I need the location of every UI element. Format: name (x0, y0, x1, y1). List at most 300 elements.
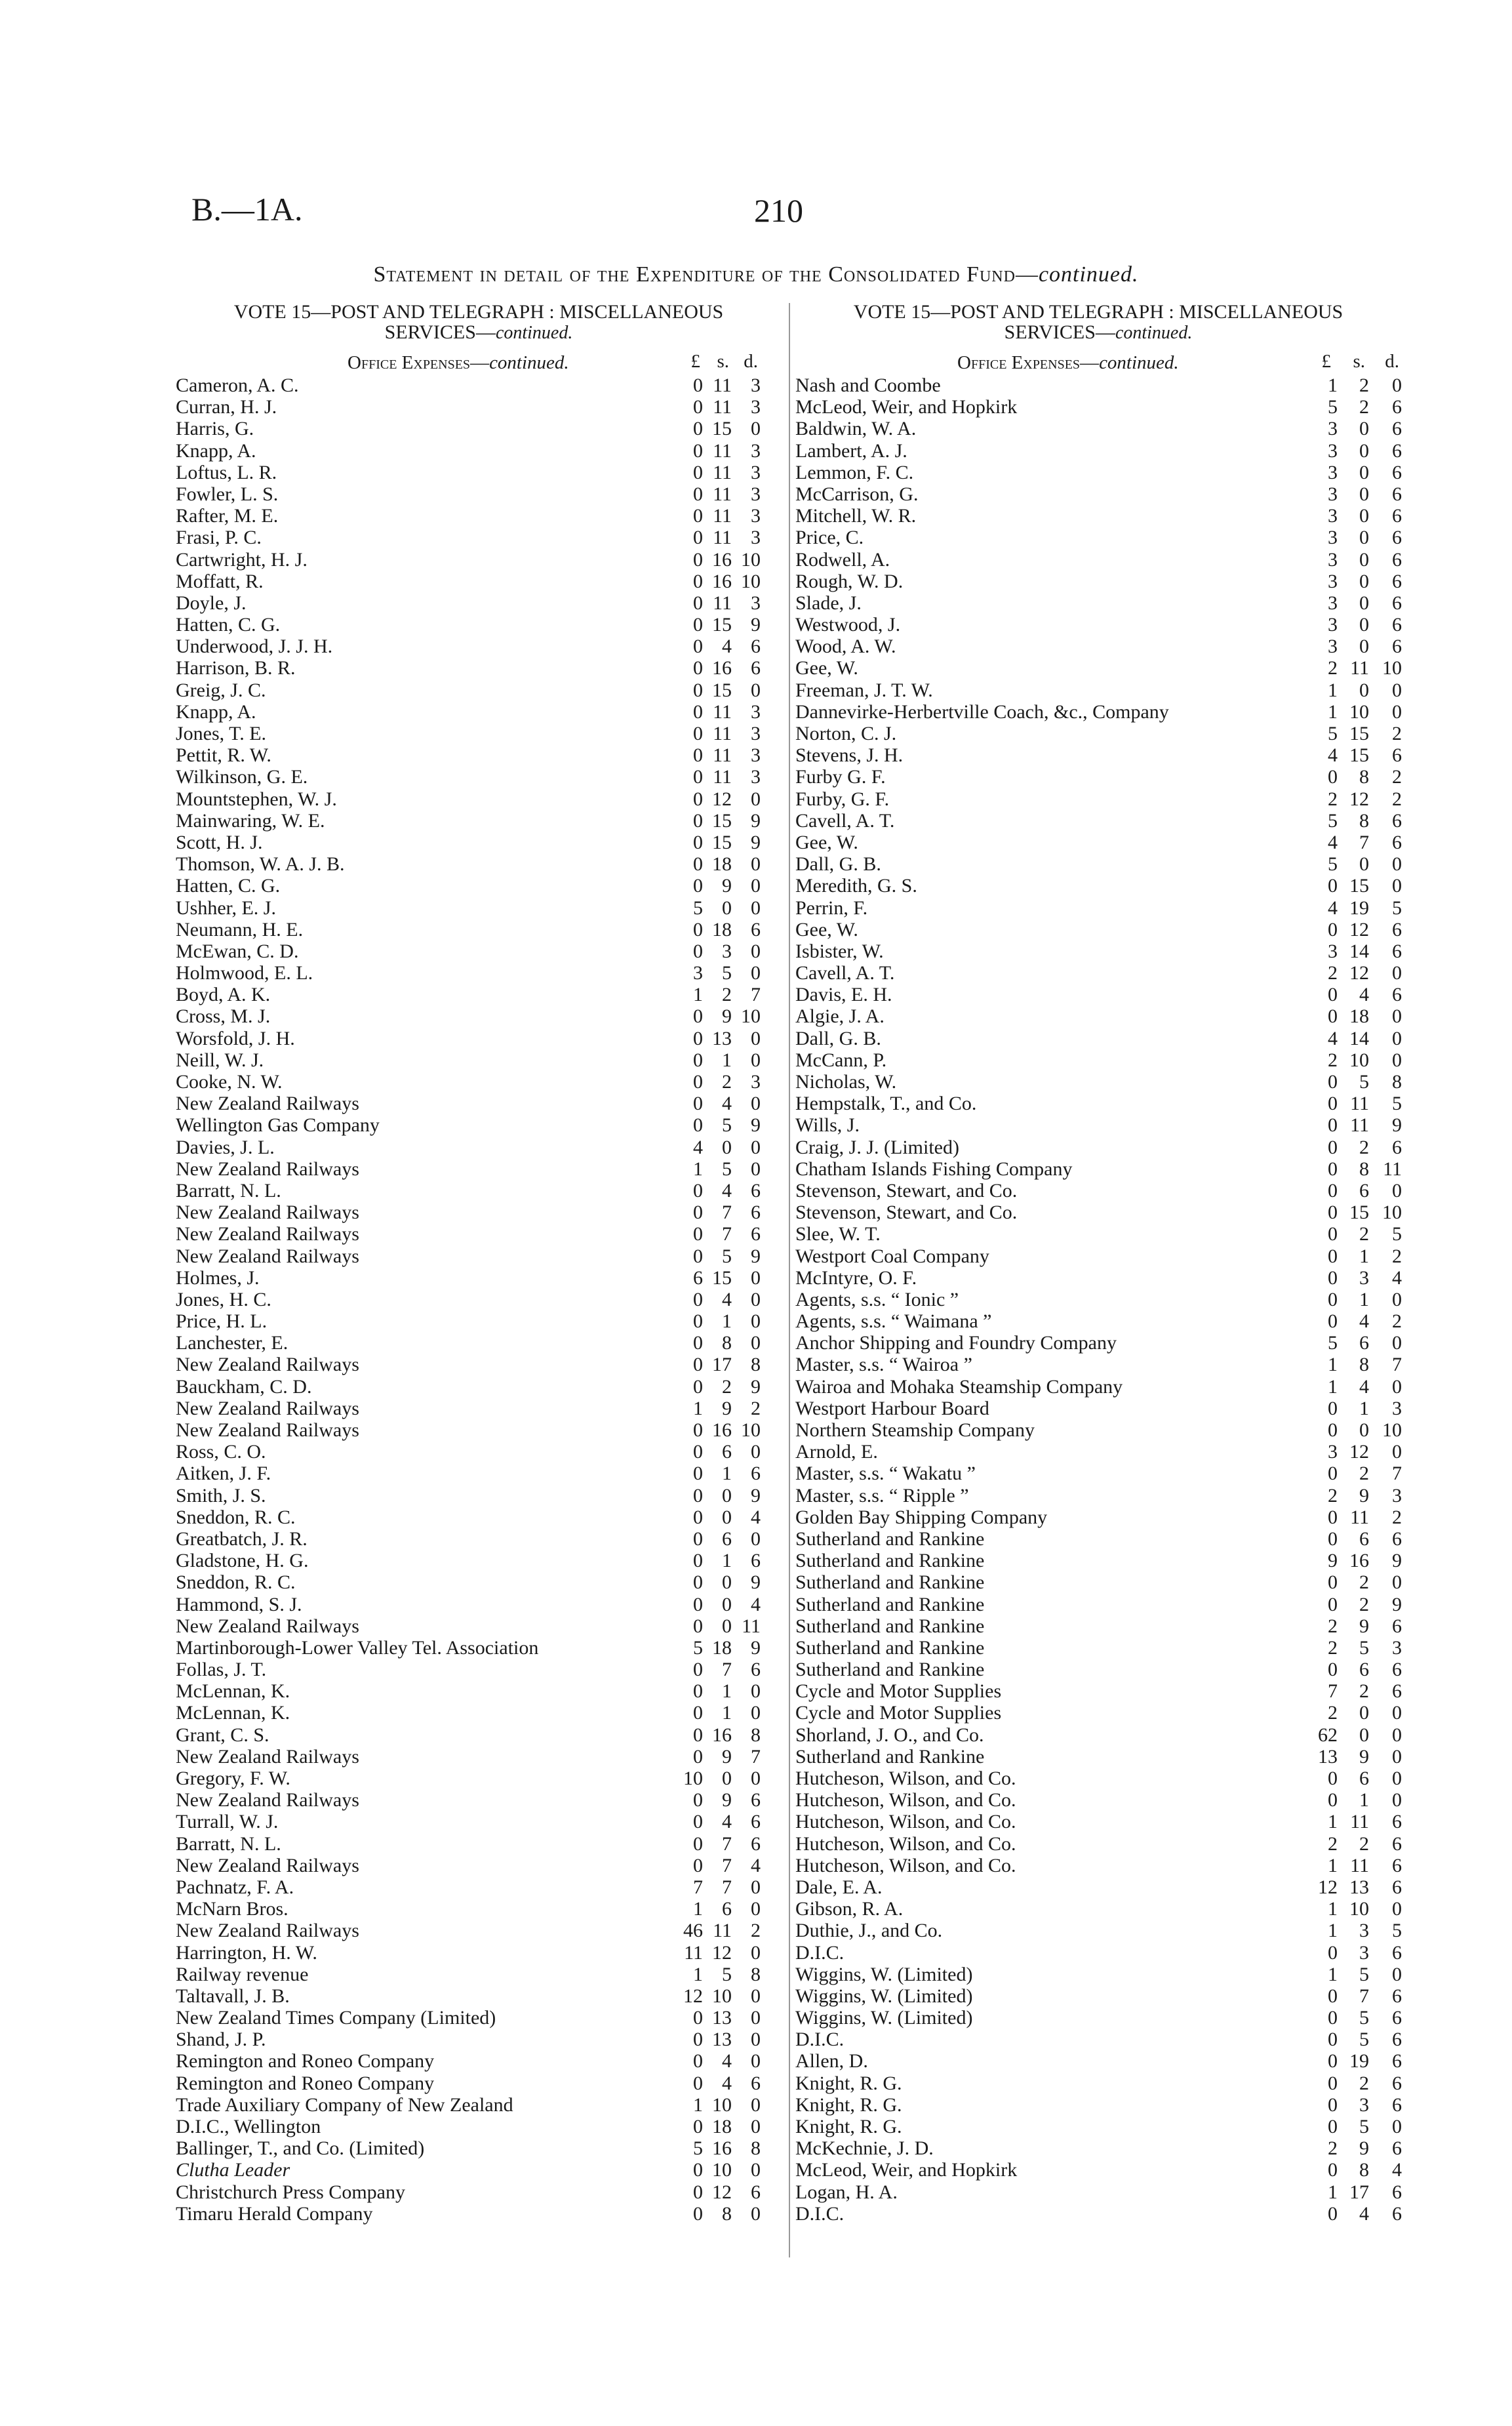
amount-pounds: 1 (1328, 1354, 1338, 1376)
amount-pence: 6 (1392, 1680, 1402, 1703)
amount-shillings: 14 (1349, 940, 1369, 962)
amount-pounds: 0 (693, 505, 703, 527)
expense-row (780, 1811, 1416, 1832)
amount-pounds: 0 (693, 527, 703, 549)
expense-row (780, 571, 1416, 592)
expense-row (780, 1245, 1416, 1267)
expense-row (780, 2094, 1416, 2116)
amount-shillings: 2 (722, 984, 732, 1006)
amount-pence: 8 (751, 1724, 761, 1746)
amount-pence: 7 (751, 1745, 761, 1768)
amount-pounds: 3 (1328, 1441, 1338, 1463)
left-vote-sub-continued: continued. (495, 323, 573, 343)
amount-pounds: 0 (1328, 1419, 1338, 1441)
amount-pounds: 0 (1328, 1288, 1338, 1310)
amount-shillings: 16 (712, 1419, 732, 1441)
amount-pence: 6 (1392, 505, 1402, 527)
amount-shillings: 9 (1359, 1484, 1369, 1506)
expense-row (780, 1942, 1416, 1964)
expense-row (164, 636, 793, 657)
amount-pence: 8 (751, 1354, 761, 1376)
payee-name: Dall, G. B. (795, 1027, 881, 1049)
expense-row (780, 1463, 1416, 1484)
amount-shillings: 1 (722, 1310, 732, 1333)
amount-shillings: 11 (713, 700, 732, 723)
payee-name: New Zealand Railways (176, 1745, 359, 1768)
amount-shillings: 15 (1349, 875, 1369, 897)
amount-pounds: 0 (693, 1354, 703, 1376)
amount-pounds: 0 (693, 1702, 703, 1724)
amount-shillings: 15 (1349, 723, 1369, 744)
payee-name: Davies, J. L. (176, 1136, 275, 1158)
amount-pounds: 4 (1328, 744, 1338, 767)
expense-row (780, 679, 1416, 701)
amount-pounds: 1 (1328, 1811, 1338, 1833)
expense-row (780, 592, 1416, 614)
amount-pounds: 1 (693, 984, 703, 1006)
expense-row (164, 462, 793, 483)
expense-row (164, 2050, 793, 2072)
expense-row (780, 1898, 1416, 1920)
amount-shillings: 2 (1359, 2072, 1369, 2094)
amount-shillings: 0 (1359, 1702, 1369, 1724)
amount-shillings: 3 (1359, 1920, 1369, 1942)
amount-pounds: 0 (1328, 1114, 1338, 1137)
payee-name: Perrin, F. (795, 897, 868, 919)
payee-name: Sutherland and Rankine (795, 1615, 985, 1637)
left-unit-pence: d. (744, 351, 758, 372)
amount-pence: 0 (1392, 1702, 1402, 1724)
amount-pounds: 1 (1328, 1920, 1338, 1942)
expense-row (164, 1180, 793, 1202)
expense-row (164, 832, 793, 853)
amount-pence: 0 (751, 1941, 761, 1964)
expense-row (780, 374, 1416, 396)
amount-shillings: 16 (712, 548, 732, 571)
amount-shillings: 5 (1359, 1963, 1369, 1985)
amount-pence: 8 (751, 1963, 761, 1985)
expense-row (780, 1724, 1416, 1746)
amount-pence: 3 (751, 527, 761, 549)
expense-row (780, 1680, 1416, 1702)
amount-shillings: 15 (1349, 744, 1369, 767)
payee-name: Railway revenue (176, 1963, 309, 1985)
amount-pence: 0 (1392, 1745, 1402, 1768)
amount-pounds: 0 (693, 1049, 703, 1071)
amount-shillings: 0 (1359, 614, 1369, 636)
payee-name: Barratt, N. L. (176, 1179, 281, 1202)
amount-pence: 3 (751, 461, 761, 483)
amount-pounds: 0 (1328, 766, 1338, 788)
amount-pence: 6 (1392, 2050, 1402, 2072)
expense-row (164, 1419, 793, 1441)
amount-pounds: 4 (1328, 831, 1338, 853)
expense-row (164, 1093, 793, 1114)
expense-row (780, 1659, 1416, 1680)
amount-shillings: 6 (1359, 1332, 1369, 1354)
amount-pence: 6 (1392, 2072, 1402, 2094)
amount-pounds: 0 (693, 483, 703, 505)
amount-pounds: 0 (693, 2072, 703, 2094)
left-column (164, 302, 793, 2225)
amount-pounds: 1 (693, 1397, 703, 1419)
amount-shillings: 16 (712, 657, 732, 679)
amount-pence: 6 (1392, 809, 1402, 832)
amount-pounds: 0 (1328, 1593, 1338, 1615)
expense-row (164, 1114, 793, 1136)
payee-name: Stevenson, Stewart, and Co. (795, 1179, 1018, 1202)
amount-pounds: 0 (693, 1071, 703, 1093)
amount-pence: 3 (751, 374, 761, 396)
amount-pence: 9 (751, 614, 761, 636)
amount-shillings: 3 (1359, 2093, 1369, 2116)
amount-pence: 11 (1383, 1158, 1402, 1180)
payee-name: Holmes, J. (176, 1266, 260, 1289)
amount-shillings: 6 (1359, 1768, 1369, 1789)
payee-name: McLeod, Weir, and Hopkirk (795, 396, 1018, 418)
amount-pounds: 0 (1328, 2159, 1338, 2181)
expense-row (780, 1137, 1416, 1158)
statement-title-main: Statement in detail of the Expenditure of the Consolidated Fund— (373, 262, 1039, 287)
amount-pence: 11 (742, 1615, 761, 1637)
amount-shillings: 10 (712, 1985, 732, 2007)
amount-shillings: 4 (722, 1179, 732, 1202)
payee-name: Cavell, A. T. (795, 809, 895, 832)
amount-pence: 0 (1392, 1963, 1402, 1985)
payee-name: D.I.C. (795, 2029, 845, 2051)
amount-pounds: 0 (693, 1419, 703, 1441)
amount-pence: 10 (741, 570, 761, 592)
amount-shillings: 0 (1359, 461, 1369, 483)
expense-row (780, 614, 1416, 636)
amount-pounds: 6 (693, 1266, 703, 1289)
amount-shillings: 0 (722, 897, 732, 919)
amount-shillings: 0 (1359, 1419, 1369, 1441)
payee-name: Lanchester, E. (176, 1332, 288, 1354)
amount-pence: 2 (1392, 766, 1402, 788)
amount-pounds: 0 (693, 1005, 703, 1028)
payee-name: Gee, W. (795, 657, 858, 679)
amount-pence: 0 (1392, 1049, 1402, 1071)
payee-name: Wilkinson, G. E. (176, 766, 308, 788)
amount-pounds: 0 (693, 636, 703, 658)
amount-shillings: 4 (722, 1811, 732, 1833)
amount-pounds: 0 (693, 853, 703, 876)
amount-pounds: 0 (693, 1680, 703, 1703)
amount-shillings: 2 (1359, 1680, 1369, 1703)
expense-row (164, 701, 793, 723)
amount-shillings: 11 (713, 527, 732, 549)
amount-shillings: 1 (722, 1702, 732, 1724)
amount-shillings: 1 (722, 1550, 732, 1572)
amount-shillings: 1 (722, 1049, 732, 1071)
amount-pounds: 0 (693, 657, 703, 679)
amount-pounds: 0 (693, 1463, 703, 1485)
amount-shillings: 12 (712, 1941, 732, 1964)
amount-shillings: 5 (722, 962, 732, 984)
amount-shillings: 0 (1359, 439, 1369, 462)
amount-shillings: 0 (722, 1615, 732, 1637)
payee-name: Rough, W. D. (795, 570, 904, 592)
payee-name: Sneddon, R. C. (176, 1506, 296, 1528)
amount-pence: 4 (1392, 2159, 1402, 2181)
amount-pence: 0 (1392, 1789, 1402, 1811)
payee-name: Cavell, A. T. (795, 962, 895, 984)
amount-pence: 9 (751, 809, 761, 832)
payee-name: Fowler, L. S. (176, 483, 279, 505)
amount-pence: 6 (751, 657, 761, 679)
amount-pounds: 2 (1328, 1615, 1338, 1637)
amount-pounds: 1 (1328, 1963, 1338, 1985)
amount-pounds: 0 (1328, 1571, 1338, 1594)
amount-pounds: 3 (1328, 505, 1338, 527)
amount-shillings: 5 (722, 1114, 732, 1137)
amount-shillings: 15 (712, 831, 732, 853)
amount-pence: 0 (1392, 1332, 1402, 1354)
right-section-label: Office Expenses— (957, 352, 1100, 373)
payee-name: New Zealand Times Company (Limited) (176, 2007, 496, 2029)
amount-shillings: 9 (1359, 2137, 1369, 2160)
amount-pounds: 7 (693, 1876, 703, 1898)
payee-name: New Zealand Railways (176, 1854, 359, 1876)
amount-pence: 9 (1392, 1550, 1402, 1572)
expense-row (780, 1376, 1416, 1398)
expense-row (164, 766, 793, 788)
amount-pence: 6 (751, 1463, 761, 1485)
amount-shillings: 7 (722, 1223, 732, 1245)
amount-pence: 6 (1392, 418, 1402, 440)
amount-pounds: 0 (693, 2202, 703, 2225)
payee-name: New Zealand Railways (176, 1419, 359, 1441)
amount-shillings: 15 (712, 679, 732, 701)
expense-row (780, 1637, 1416, 1659)
payee-name: Cycle and Motor Supplies (795, 1702, 1002, 1724)
amount-shillings: 7 (1359, 1985, 1369, 2007)
amount-shillings: 5 (1359, 2007, 1369, 2029)
amount-pence: 7 (1392, 1463, 1402, 1485)
amount-pounds: 0 (693, 2159, 703, 2181)
payee-name: Chatham Islands Fishing Company (795, 1158, 1073, 1180)
payee-name: McEwan, C. D. (176, 940, 299, 962)
amount-pounds: 0 (1328, 1071, 1338, 1093)
expense-row (780, 1702, 1416, 1724)
amount-pounds: 0 (693, 439, 703, 462)
expense-row (780, 1180, 1416, 1202)
expense-row (164, 679, 793, 701)
amount-pence: 9 (751, 1484, 761, 1506)
amount-shillings: 4 (1359, 2202, 1369, 2225)
amount-shillings: 16 (712, 1724, 732, 1746)
amount-pence: 6 (1392, 1615, 1402, 1637)
amount-pounds: 0 (1328, 1266, 1338, 1289)
amount-shillings: 7 (1359, 831, 1369, 853)
amount-pence: 2 (1392, 788, 1402, 810)
amount-shillings: 16 (1349, 1550, 1369, 1572)
payee-name: Ushher, E. J. (176, 897, 276, 919)
amount-pounds: 0 (693, 1027, 703, 1049)
amount-pence: 0 (751, 2029, 761, 2051)
amount-pence: 0 (751, 2202, 761, 2225)
amount-shillings: 4 (722, 636, 732, 658)
amount-pounds: 1 (1328, 1898, 1338, 1920)
amount-pence: 6 (1392, 439, 1402, 462)
payee-name: Northern Steamship Company (795, 1419, 1035, 1441)
amount-pounds: 9 (1328, 1550, 1338, 1572)
payee-name: Grant, C. S. (176, 1724, 269, 1746)
payee-name: Sutherland and Rankine (795, 1571, 985, 1594)
payee-name: Knight, R. G. (795, 2072, 902, 2094)
amount-pence: 9 (1392, 1593, 1402, 1615)
amount-pounds: 3 (1328, 940, 1338, 962)
amount-pounds: 3 (1328, 636, 1338, 658)
amount-shillings: 4 (722, 1288, 732, 1310)
expense-row (164, 1724, 793, 1746)
payee-name: Arnold, E. (795, 1441, 878, 1463)
amount-shillings: 0 (722, 1571, 732, 1594)
expense-row (780, 1114, 1416, 1136)
amount-pence: 3 (751, 700, 761, 723)
expense-row (164, 2029, 793, 2050)
amount-shillings: 7 (722, 1659, 732, 1681)
expense-row (164, 1158, 793, 1180)
amount-shillings: 12 (1349, 1441, 1369, 1463)
amount-pounds: 0 (693, 2050, 703, 2072)
amount-pence: 6 (1392, 831, 1402, 853)
payee-name: Furby G. F. (795, 766, 886, 788)
payee-name: Rafter, M. E. (176, 505, 279, 527)
amount-pounds: 0 (1328, 1310, 1338, 1333)
payee-name: Hutcheson, Wilson, and Co. (795, 1854, 1016, 1876)
amount-shillings: 9 (722, 1397, 732, 1419)
amount-pounds: 4 (1328, 897, 1338, 919)
payee-name: Mountstephen, W. J. (176, 788, 337, 810)
expense-row (164, 1528, 793, 1550)
payee-name: Nash and Coombe (795, 374, 941, 396)
payee-name: Lambert, A. J. (795, 439, 907, 462)
expense-row (780, 701, 1416, 723)
amount-pounds: 1 (1328, 700, 1338, 723)
amount-pounds: 0 (693, 1527, 703, 1550)
payee-name: Knapp, A. (176, 700, 256, 723)
amount-shillings: 1 (1359, 1789, 1369, 1811)
amount-shillings: 11 (713, 592, 732, 614)
amount-pounds: 0 (1328, 2072, 1338, 2094)
payee-name: Harrington, H. W. (176, 1941, 317, 1964)
amount-pounds: 0 (693, 1310, 703, 1333)
amount-shillings: 9 (1359, 1745, 1369, 1768)
payee-name: New Zealand Railways (176, 1202, 359, 1224)
right-vote-sub: SERVICES— (1004, 321, 1115, 343)
amount-shillings: 15 (712, 614, 732, 636)
amount-pence: 6 (1392, 1854, 1402, 1876)
payee-name: Barratt, N. L. (176, 1832, 281, 1855)
amount-pence: 0 (751, 788, 761, 810)
expense-row (780, 875, 1416, 897)
amount-pence: 6 (1392, 1832, 1402, 1855)
amount-pounds: 1 (1328, 679, 1338, 701)
amount-pounds: 3 (1328, 483, 1338, 505)
amount-shillings: 6 (1359, 1659, 1369, 1681)
payee-name: Hammond, S. J. (176, 1593, 302, 1615)
amount-pence: 3 (751, 505, 761, 527)
amount-pence: 0 (1392, 1441, 1402, 1463)
payee-name: Pachnatz, F. A. (176, 1876, 294, 1898)
expense-row (164, 1876, 793, 1898)
amount-pence: 0 (1392, 1288, 1402, 1310)
amount-pounds: 0 (693, 1332, 703, 1354)
amount-shillings: 11 (1350, 657, 1369, 679)
left-vote-heading (164, 302, 793, 343)
payee-name: Craig, J. J. (Limited) (795, 1136, 959, 1158)
amount-shillings: 6 (1359, 1527, 1369, 1550)
amount-pence: 0 (1392, 1375, 1402, 1398)
payee-name: Wiggins, W. (Limited) (795, 1985, 973, 2007)
amount-shillings: 0 (1359, 853, 1369, 876)
expense-row (780, 1419, 1416, 1441)
amount-pence: 4 (751, 1854, 761, 1876)
payee-name: Norton, C. J. (795, 723, 897, 744)
amount-shillings: 2 (722, 1071, 732, 1093)
right-expense-list (780, 374, 1416, 2225)
left-vote-title: VOTE 15—POST AND TELEGRAPH : MISCELLANEOUS (233, 301, 724, 323)
amount-pence: 6 (1392, 527, 1402, 549)
amount-pounds: 5 (693, 897, 703, 919)
amount-pounds: 0 (1328, 2202, 1338, 2225)
payee-name: Wairoa and Mohaka Steamship Company (795, 1375, 1123, 1398)
payee-name: Master, s.s. “ Wakatu ” (795, 1463, 976, 1485)
expense-row (780, 2072, 1416, 2094)
expense-row (164, 810, 793, 832)
expense-row (780, 1920, 1416, 1941)
expense-row (164, 1463, 793, 1484)
expense-row (780, 549, 1416, 571)
expense-row (164, 1615, 793, 1637)
payee-name: Doyle, J. (176, 592, 247, 614)
amount-pence: 2 (1392, 1245, 1402, 1267)
expense-row (164, 549, 793, 571)
payee-name: Neill, W. J. (176, 1049, 264, 1071)
amount-pence: 6 (751, 1223, 761, 1245)
amount-pounds: 0 (1328, 2116, 1338, 2137)
expense-row (164, 1376, 793, 1398)
payee-name: Jones, T. E. (176, 723, 267, 744)
amount-pence: 2 (1392, 723, 1402, 744)
expense-row (164, 1137, 793, 1158)
amount-shillings: 18 (712, 918, 732, 940)
expense-row (780, 2159, 1416, 2181)
payee-name: Taltavall, J. B. (176, 1985, 290, 2007)
amount-shillings: 15 (1349, 1202, 1369, 1224)
amount-shillings: 2 (1359, 1571, 1369, 1594)
payee-name: Wood, A. W. (795, 636, 896, 658)
expense-row (780, 440, 1416, 462)
amount-shillings: 11 (1350, 1506, 1369, 1528)
expense-row (780, 984, 1416, 1005)
amount-pounds: 3 (1328, 418, 1338, 440)
expense-row (164, 1833, 793, 1855)
payee-name: Shorland, J. O., and Co. (795, 1724, 984, 1746)
amount-pounds: 0 (1328, 1941, 1338, 1964)
amount-shillings: 16 (712, 570, 732, 592)
amount-shillings: 6 (1359, 1179, 1369, 1202)
amount-pence: 6 (1392, 2137, 1402, 2160)
amount-pounds: 0 (1328, 2007, 1338, 2029)
payee-name: McCarrison, G. (795, 483, 919, 505)
amount-shillings: 17 (1349, 2181, 1369, 2203)
amount-pounds: 2 (1328, 1049, 1338, 1071)
amount-pence: 3 (1392, 1484, 1402, 1506)
expense-row (780, 2007, 1416, 2029)
